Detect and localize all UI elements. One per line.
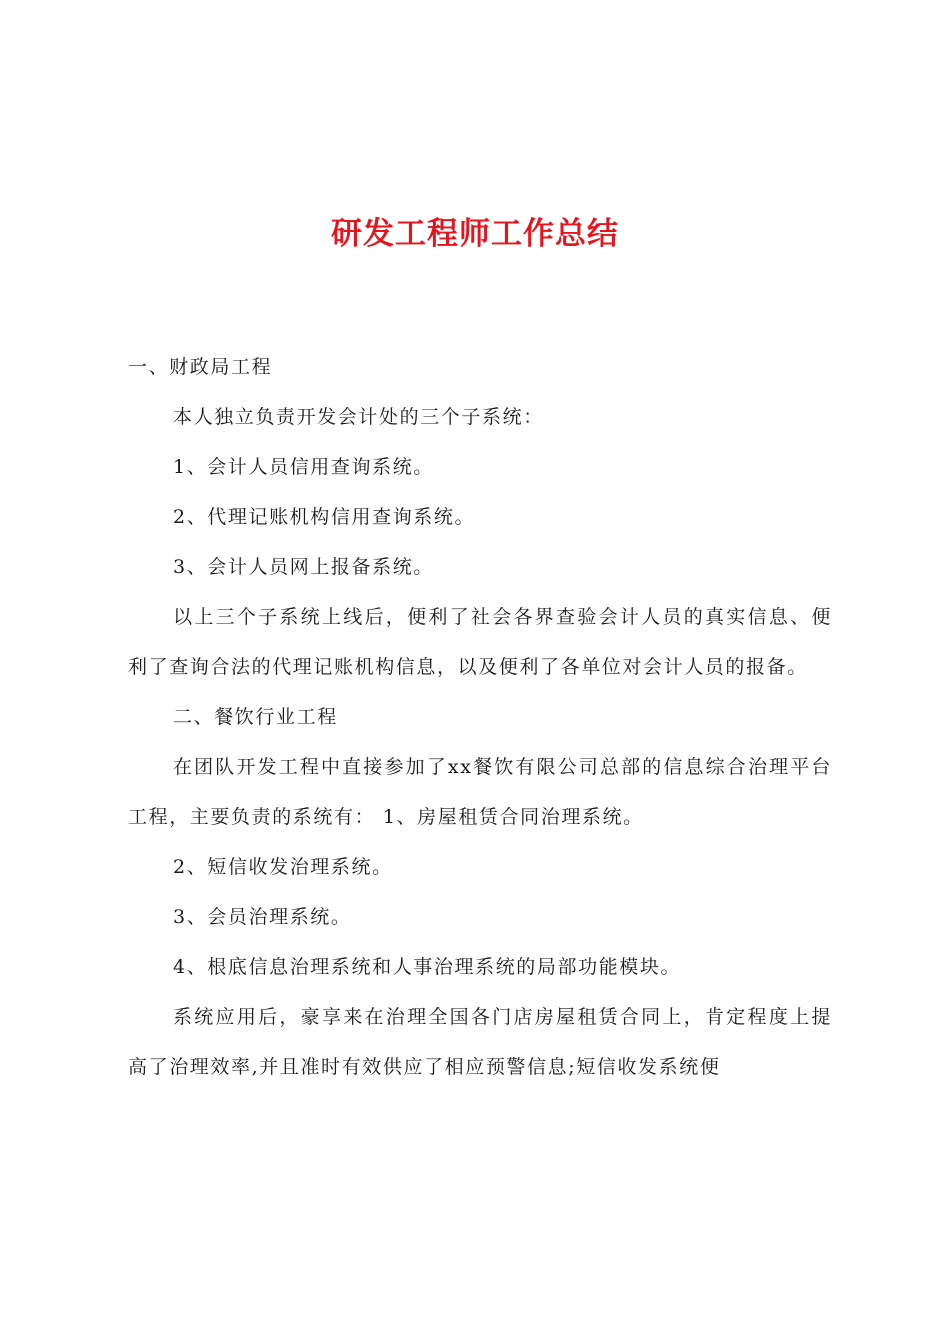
section-heading-finance: 一、财政局工程 (128, 356, 273, 378)
list-item: 1、会计人员信用查询系统。 (173, 456, 434, 478)
list-item: 4、根底信息治理系统和人事治理系统的局部功能模块。 (173, 956, 682, 978)
list-item: 3、会员治理系统。 (173, 906, 352, 928)
list-item: 2、短信收发治理系统。 (173, 856, 393, 878)
document-title: 研发工程师工作总结 (331, 216, 619, 252)
section-heading-catering: 二、餐饮行业工程 (173, 706, 338, 728)
paragraph-intro: 本人独立负责开发会计处的三个子系统： (173, 406, 544, 428)
paragraph-results: 系统应用后，豪享来在治理全国各门店房屋租赁合同上，肯定程度上提高了治理效率,并且准时有效供应了相应预警信息;短信收发系统便 (128, 1006, 832, 1078)
paragraph-summary: 以上三个子系统上线后，便利了社会各界查验会计人员的真实信息、便利了查询合法的代理记账机构信息，以及便利了各单位对会计人员的报备。 (128, 606, 832, 678)
list-item: 2、代理记账机构信用查询系统。 (173, 506, 476, 528)
document-body (128, 342, 832, 1092)
list-item: 3、会计人员网上报备系统。 (173, 556, 434, 578)
paragraph-team-project: 在团队开发工程中直接参加了xx餐饮有限公司总部的信息综合治理平台工程，主要负责的系统有： 1、房屋租赁合同治理系统。 (128, 756, 832, 828)
